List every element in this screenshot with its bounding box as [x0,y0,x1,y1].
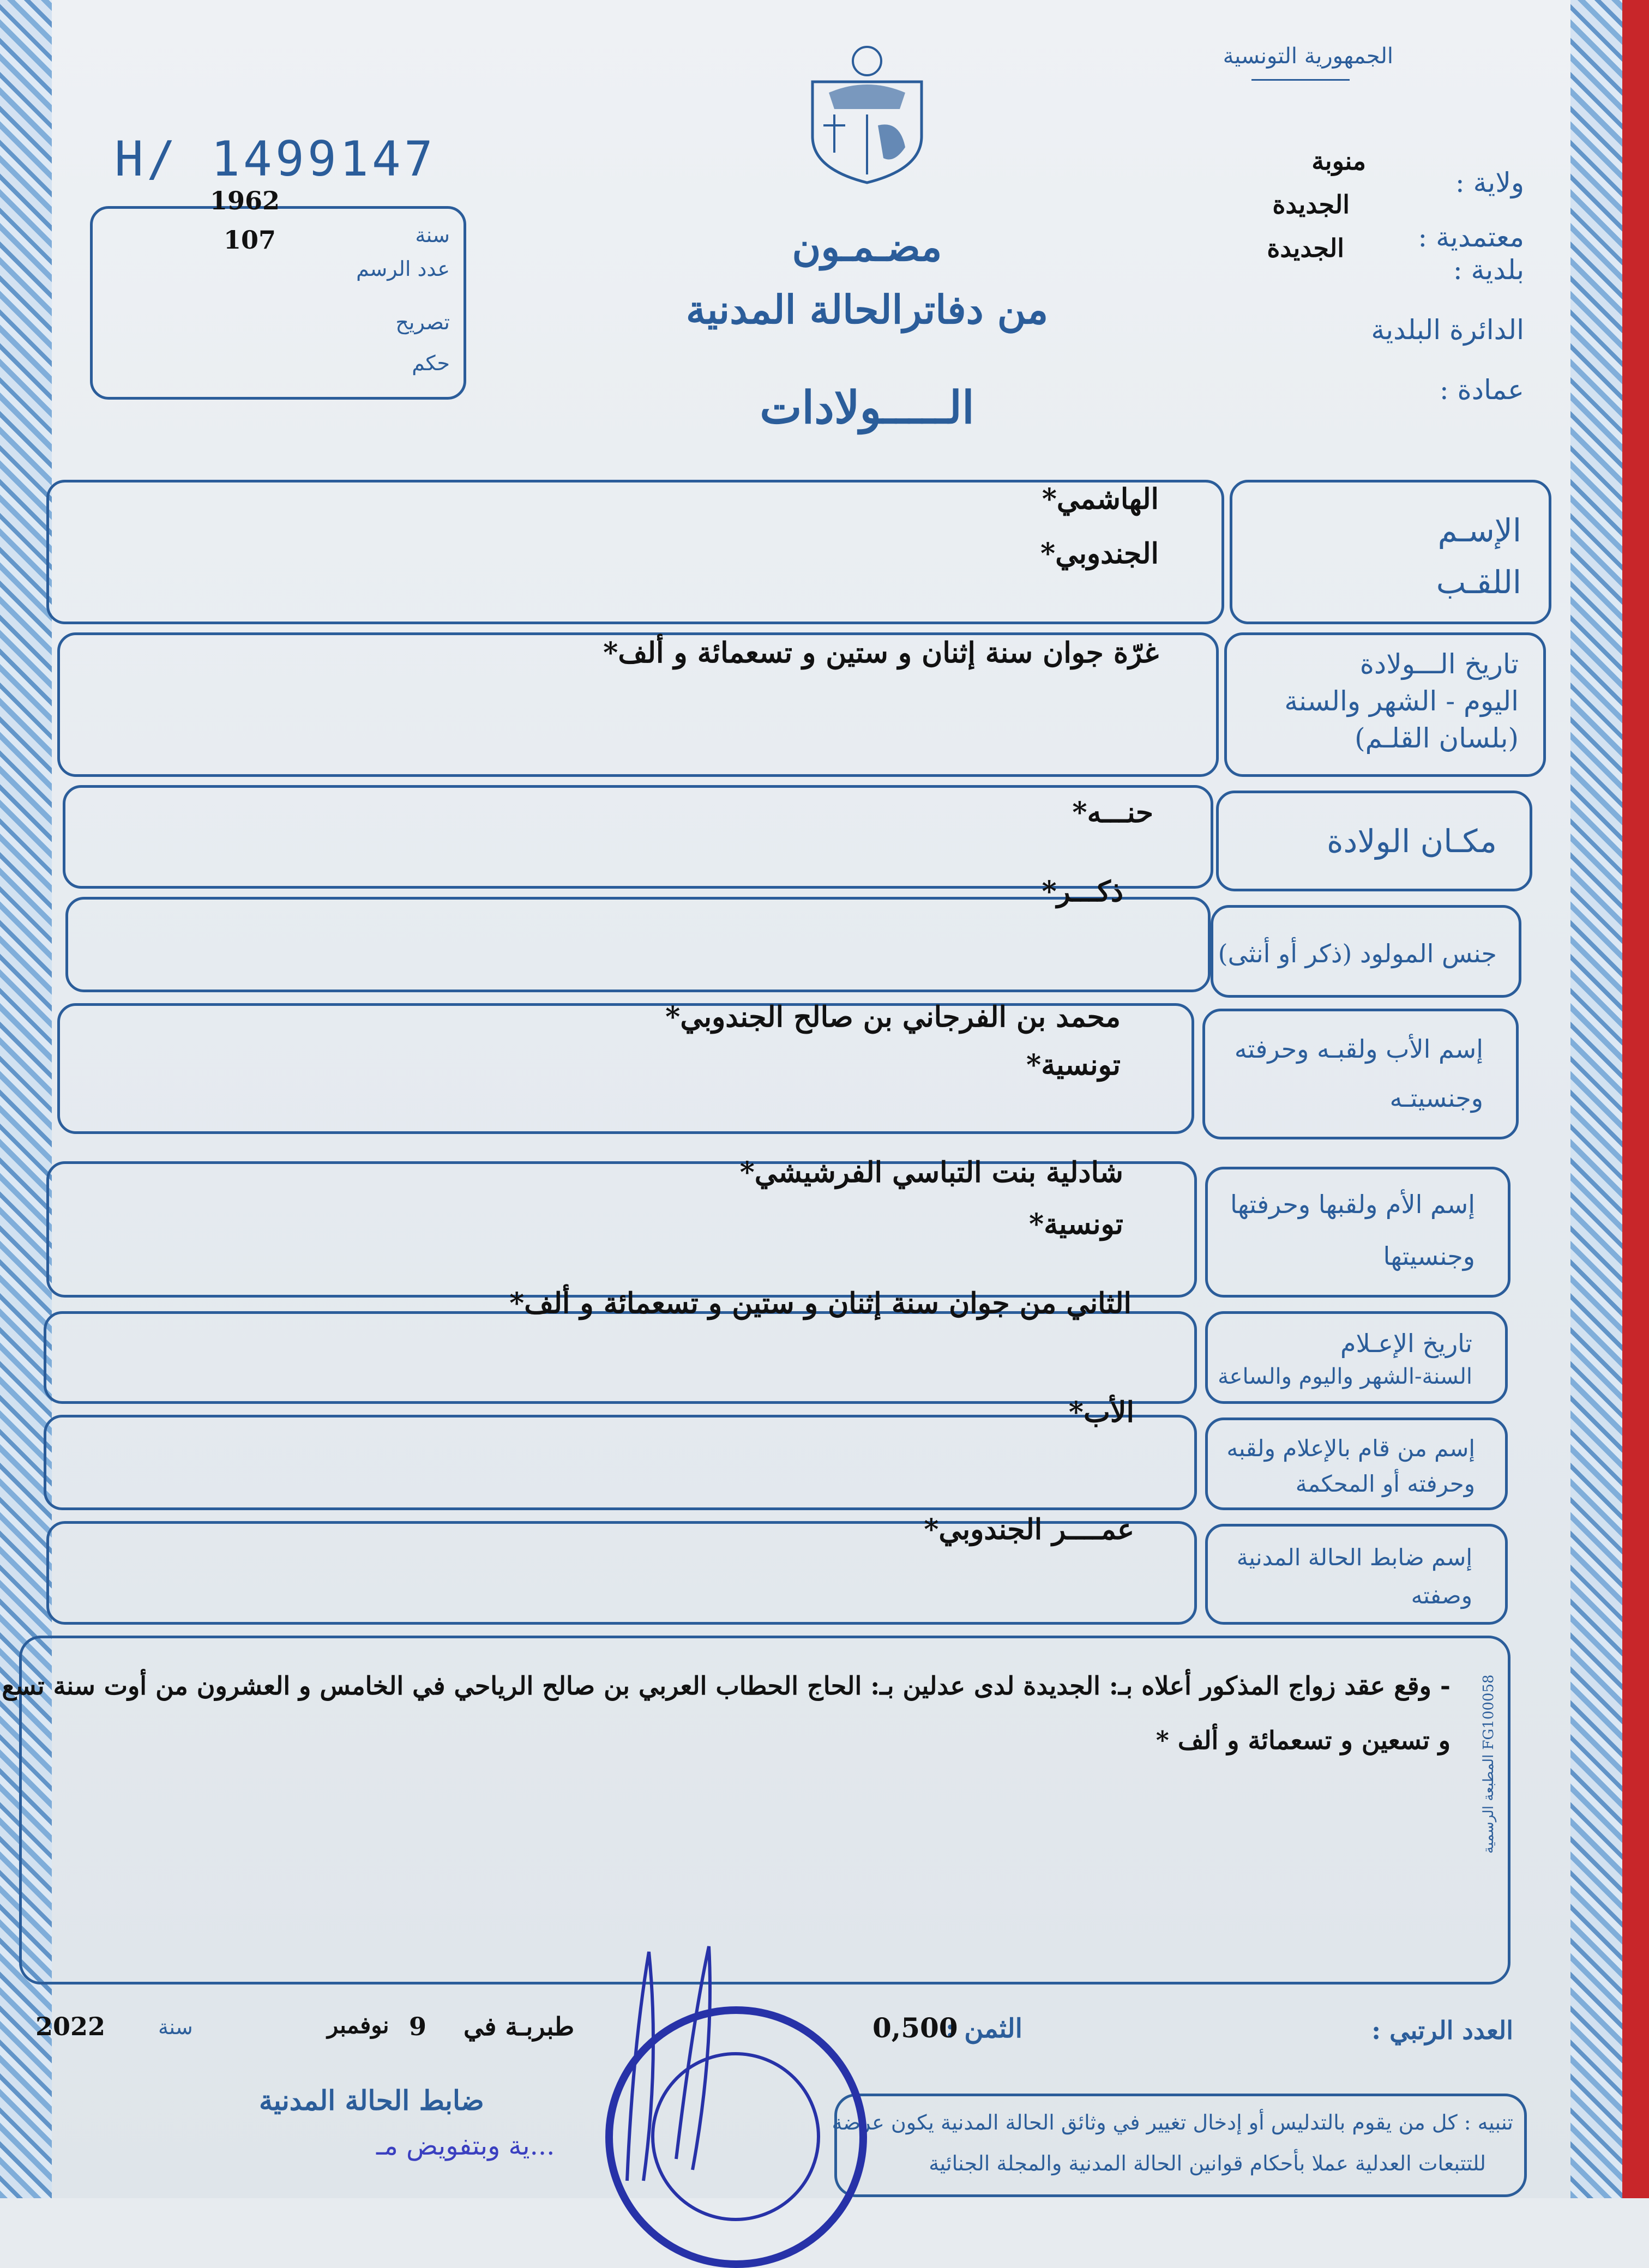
birth-date-value: غرّة جوان سنة إثنان و ستين و تسعمائة و ألف* [603,636,1159,669]
mother-nationality-label: وجنسيتها [1383,1241,1475,1271]
serial-number-label: العدد الرتبي : [1371,2016,1513,2045]
marriage-note-line1: - وقع عقد زواج المذكور أعلاه بـ: الجديدة لدى عدلين بـ: الحاج الحطاب العربي بن صالح الرياحي في الخامس و العشرون من أوت سنة تسع [2,1671,1451,1700]
delegation-stamp-text: ...ية وبتفويض مـ [376,2131,555,2161]
warning-line1: تنبيه : كل من يقوم بالتدليس أو إدخال تغيير في وثائق الحالة المدنية يكون عرضة [832,2110,1513,2134]
declaration-date-value-box [44,1287,1197,1404]
coat-of-arms-icon [807,44,927,185]
surname-label: اللقـب [1436,564,1521,601]
price-label: الثمن : [945,2013,1022,2044]
surname-value: الجندوبي* [1040,537,1159,570]
section-title-births: الـــــولادات [760,382,974,434]
sex-label-box [1211,905,1521,998]
declarant-label-box [1205,1417,1508,1510]
governorate-label: ولاية : [1455,167,1524,198]
year-value: 1962 [210,186,280,215]
registration-box [90,186,466,400]
declarant-value: الأب* [1068,1396,1134,1429]
municipal-district-label: الدائرة البلدية [1371,314,1524,346]
delegation-label: معتمدية : [1418,221,1524,253]
declarant-label: إسم من قام بالإعلام ولقبه [1226,1435,1475,1462]
father-value-box [57,1000,1194,1134]
mother-label-box [1205,1167,1510,1298]
father-nationality-value: تونسية* [1026,1048,1121,1082]
first-name-value: الهاشمي* [1042,482,1159,516]
sex-value-box [65,875,1211,992]
municipality-value: الجديدة [1267,233,1344,263]
printer-mark: المطبعة الرسمية FG100058 [1481,1674,1497,1854]
governorate-value: منوبة [1311,146,1366,176]
birth-date-pen-note: (بلسان القلـم) [1355,722,1519,754]
year-label: سنة [415,223,450,247]
birth-date-label: تاريخ الـــولادة [1359,648,1519,680]
municipality-label: بلدية : [1453,254,1524,286]
declaration-date-label: تاريخ الإعـلام [1340,1329,1472,1358]
name-label-box [1230,480,1551,624]
issue-year-value: 2022 [35,2012,106,2041]
declaration-date-value: الثاني من جوان سنة إثنان و ستين و تسعمائة و ألف* [509,1287,1132,1320]
father-nationality-label: وجنسيتـه [1389,1083,1483,1113]
document-serial-number: H/ 1499147 [115,131,436,187]
registrar-label-box [1205,1524,1508,1625]
header-rule [1251,79,1350,81]
declaration-date-label-box [1205,1311,1508,1404]
record-number-label: عدد الرسم [356,257,450,281]
record-number-value: 107 [224,225,276,255]
omda-label: عمادة : [1439,374,1524,406]
birth-date-label-box [1224,632,1546,777]
republic-header: الجمهورية التونسية [1223,44,1393,69]
officer-signature-title: ضابط الحالة المدنية [259,2084,484,2116]
birth-date-value-box [57,632,1219,777]
handwritten-signature-icon [611,1941,753,2192]
declarant-value-box [44,1396,1197,1510]
registrar-value-box [46,1513,1197,1625]
father-label-box [1202,1009,1519,1139]
warning-line2: للتتبعات العدلية عملا بأحكام قوانين الحالة المدنية والمجلة الجنائية [929,2151,1486,2175]
marriage-note-line2: و تسعين و تسعمائة و ألف * [1155,1726,1451,1755]
mother-nationality-value: تونسية* [1029,1208,1123,1241]
sex-value: ذكـــر* [1042,875,1123,908]
judgment-label: حكم [412,351,450,375]
birth-place-value-box [63,785,1213,889]
birth-place-value: حنـــه* [1072,796,1153,829]
issue-place: طبربـة في [464,2012,575,2041]
document-title: مضـمـون [792,224,942,270]
sex-label: جنس المولود (ذكر أو أنثى) [1218,939,1497,968]
registrar-sublabel: وصفته [1411,1582,1472,1609]
marginal-notes-box [2,1636,1510,1984]
issue-month: نوفمبر [327,2012,389,2038]
registrar-label: إسم ضابط الحالة المدنية [1236,1544,1472,1571]
father-label: إسم الأب ولقبـه وحرفته [1234,1034,1483,1064]
first-name-label: الإسـم [1437,512,1521,549]
issue-day: 9 [409,2012,427,2041]
mother-label: إسم الأم ولقبها وحرفتها [1230,1190,1475,1219]
issue-year-label: سنة [158,2015,193,2039]
birth-date-sublabel: اليوم - الشهر والسنة [1284,685,1519,717]
warning-box [834,2094,1527,2197]
registrar-value: عمــــر الجندوبي* [924,1513,1134,1546]
mother-name-value: شادلية بنت التباسي الفرشيشي* [739,1156,1123,1189]
declaration-label: تصريح [395,310,450,334]
name-value-box [46,480,1224,624]
document-subtitle: من دفاترالحالة المدنية [685,286,1049,333]
mother-value-box [46,1156,1197,1298]
father-name-value: محمد بن الفرجاني بن صالح الجندوبي* [665,1000,1121,1034]
declarant-sublabel: وحرفته أو المحكمة [1295,1470,1475,1497]
birth-place-label-box [1216,791,1532,891]
birth-place-label: مكـان الولادة [1327,823,1497,860]
decorative-border-right [1570,0,1622,2198]
delegation-value: الجديدة [1272,190,1350,219]
declaration-date-sublabel: السنة-الشهر واليوم والساعة [1218,1364,1472,1389]
price-value: 0,500 [872,2012,958,2044]
